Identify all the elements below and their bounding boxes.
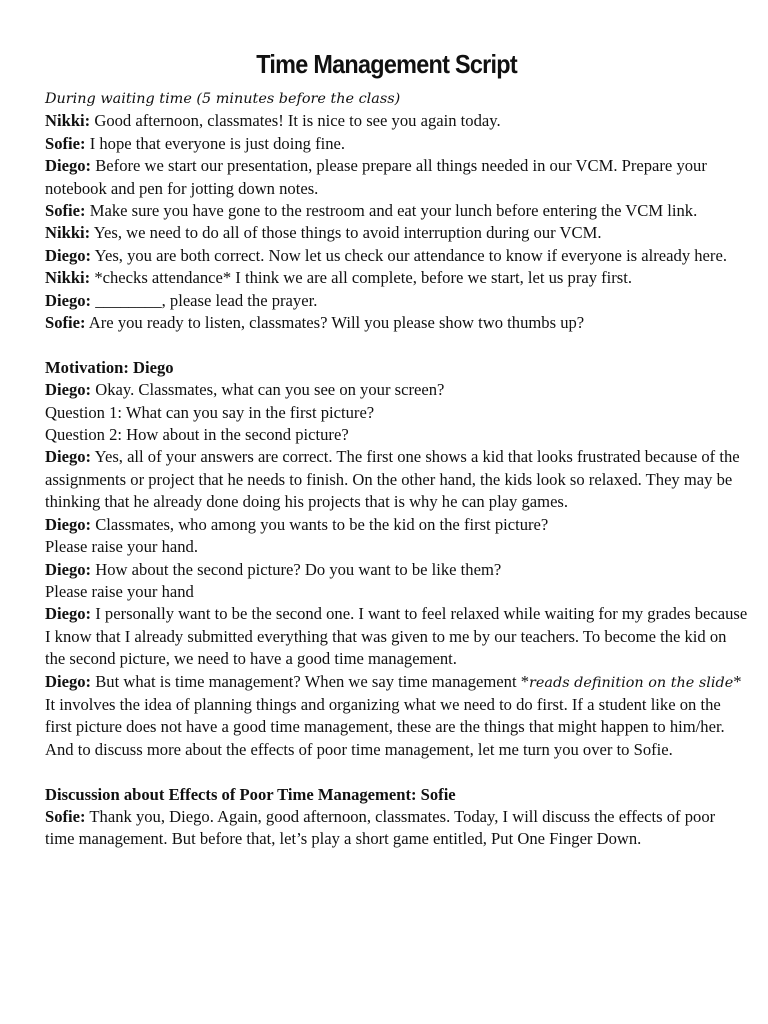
speaker-name: Diego:	[45, 447, 92, 467]
speaker-name: Diego:	[45, 604, 92, 624]
document-title: Time Management Script	[256, 49, 517, 79]
dialogue-line	[45, 200, 748, 222]
dialogue-line	[45, 222, 748, 244]
dialogue-line	[45, 379, 748, 401]
motivation-heading: Motivation: Diego	[45, 357, 174, 377]
dialogue-line	[45, 581, 748, 603]
opening-section	[45, 110, 748, 334]
dialogue-line	[45, 514, 748, 536]
dialogue-text: I personally want to be the second one. I want to feel relaxed while waiting for my grades because I know that I already submitted everything that was given to me by our teachers. To become the kid on the second picture, we need to have a good time management.	[45, 604, 748, 669]
handover-line: And to discuss more about the effects of poor time management, let me turn you over to Sofie.	[45, 739, 673, 759]
dialogue-text: But what is time management? When we say time management *	[91, 671, 530, 691]
dialogue-line	[45, 806, 748, 851]
dialogue-text: Make sure you have gone to the restroom and eat your lunch before entering the VCM link.	[85, 201, 698, 221]
section-gap	[45, 761, 748, 783]
dialogue-line	[45, 133, 748, 155]
section-gap	[45, 334, 748, 356]
discussion-heading: Discussion about Effects of Poor Time Management: Sofie	[45, 784, 456, 804]
dialogue-text: I hope that everyone is just doing fine.	[85, 133, 346, 153]
dialogue-line	[45, 290, 748, 312]
speaker-name: Sofie:	[45, 313, 86, 333]
dialogue-line	[45, 536, 748, 558]
speaker-name: Sofie:	[45, 201, 86, 221]
dialogue-text: Classmates, who among you wants to be the kid on the first picture?	[91, 514, 549, 534]
dialogue-text: Good afternoon, classmates! It is nice to see you again today.	[90, 111, 501, 131]
speaker-name: Diego:	[45, 156, 92, 176]
stage-direction: reads definition on the slide	[529, 674, 734, 691]
speaker-name: Diego:	[45, 559, 92, 579]
speaker-name: Sofie:	[45, 806, 86, 826]
speaker-name: Diego:	[45, 290, 92, 310]
dialogue-text: Are you ready to listen, classmates? Will you please show two thumbs up?	[85, 313, 585, 333]
motivation-section	[45, 357, 748, 761]
dialogue-line	[45, 559, 748, 581]
dialogue-text: Thank you, Diego. Again, good afternoon, classmates. Today, I will discuss the effects of poor time management. But before that, let’s play a short game entitled, Put One Finger Down.	[45, 806, 716, 849]
dialogue-line	[45, 267, 748, 289]
speaker-name: Diego:	[45, 380, 92, 400]
speaker-name: Nikki:	[45, 223, 91, 243]
script-body	[45, 88, 748, 851]
dialogue-line	[45, 402, 748, 424]
dialogue-line	[45, 446, 748, 513]
dialogue-text: Question 2: How about in the second picture?	[45, 425, 349, 445]
speaker-name: Sofie:	[45, 133, 86, 153]
dialogue-text: Please raise your hand.	[45, 537, 198, 557]
speaker-name: Diego:	[45, 671, 92, 691]
dialogue-text: Okay. Classmates, what can you see on your screen?	[91, 380, 445, 400]
speaker-name: Diego:	[45, 245, 92, 265]
speaker-name: Nikki:	[45, 111, 91, 131]
dialogue-text: Yes, all of your answers are correct. The first one shows a kid that looks frustrated because of the assignments or project that he needs to finish. On the other hand, the kids look so relaxed. They may be thinking that he already done doing his projects that is why he can play games.	[45, 447, 740, 512]
dialogue-line	[45, 424, 748, 446]
dialogue-text: Yes, you are both correct. Now let us check our attendance to know if everyone is already here.	[91, 245, 727, 265]
dialogue-text: * It involves the idea of planning things and organizing what we need to do first. If a student like on the first picture does not have a good time management, these are the things that might happen to him/her.	[45, 671, 742, 737]
dialogue-line	[45, 312, 748, 334]
dialogue-text: Question 1: What can you say in the first picture?	[45, 402, 375, 422]
dialogue-text: Please raise your hand	[45, 581, 194, 601]
dialogue-text: Before we start our presentation, please prepare all things needed in our VCM. Prepare your notebook and pen for jotting down notes.	[45, 156, 707, 198]
intro-note: During waiting time (5 minutes before the class)	[45, 91, 401, 107]
discussion-section	[45, 784, 748, 851]
dialogue-line	[45, 603, 748, 670]
dialogue-text: How about the second picture? Do you want to be like them?	[91, 559, 502, 579]
dialogue-text: *checks attendance* I think we are all complete, before we start, let us pray first.	[90, 268, 633, 288]
dialogue-line	[45, 155, 748, 200]
definition-line	[45, 671, 748, 739]
speaker-name: Diego:	[45, 514, 92, 534]
dialogue-line	[45, 245, 748, 267]
speaker-name: Nikki:	[45, 268, 91, 288]
dialogue-text: ________, please lead the prayer.	[91, 290, 318, 310]
dialogue-line	[45, 110, 748, 132]
dialogue-text: Yes, we need to do all of those things to avoid interruption during our VCM.	[90, 223, 602, 243]
